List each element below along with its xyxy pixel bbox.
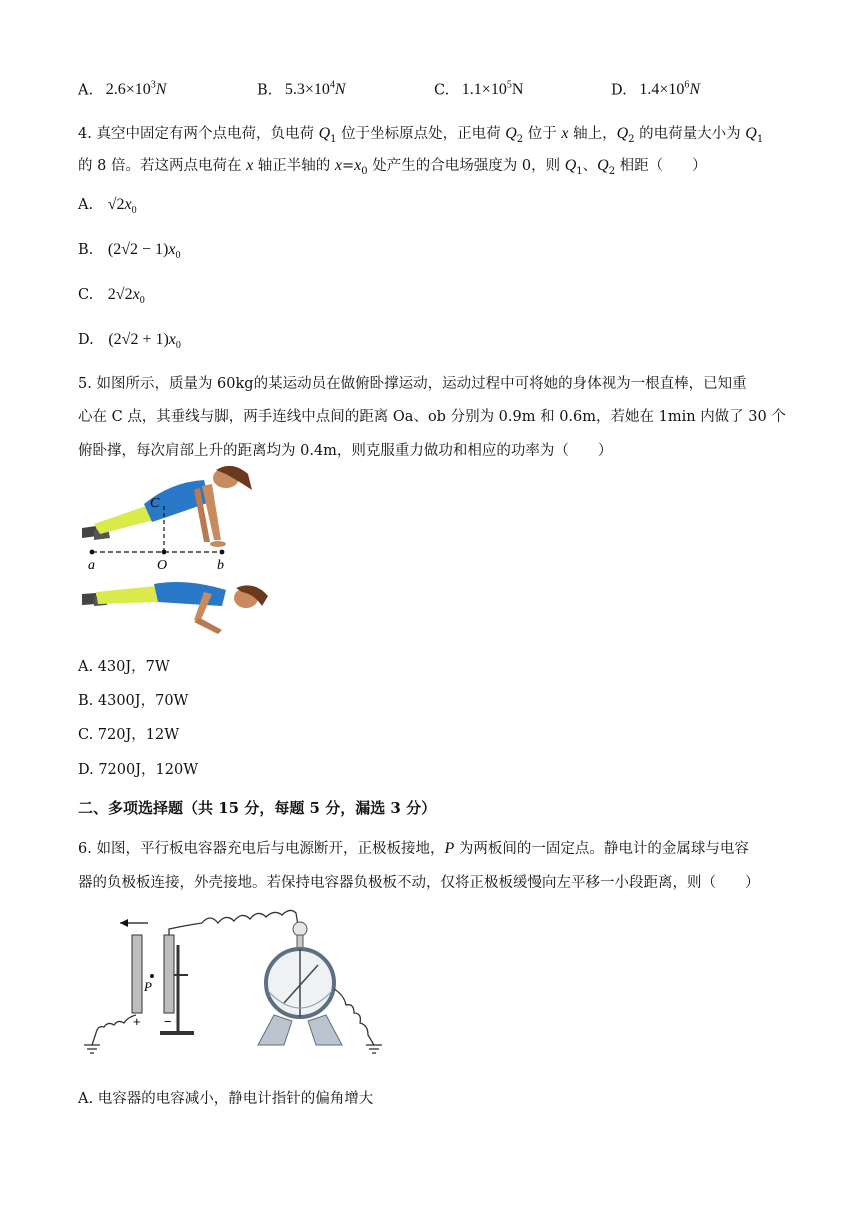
option-value: $(2√2 + 1)x_0$	[108, 331, 181, 352]
athlete-lowered-icon	[82, 582, 268, 634]
q5-option-c[interactable]: C. 720J，12W	[78, 727, 180, 743]
option-letter: D.	[611, 82, 627, 99]
q5-option-d[interactable]: D. 7200J，120W	[78, 762, 199, 778]
point-o	[162, 550, 167, 555]
q5-option-a[interactable]: A. 430J，7W	[78, 659, 170, 675]
option-letter: B.	[257, 82, 273, 99]
option-letter: A.	[78, 82, 94, 99]
section-heading: 二、多项选择题（共 15 分，每题 5 分，漏选 3 分）	[78, 799, 437, 817]
pushup-figure	[76, 462, 276, 647]
point-a	[90, 550, 95, 555]
electrometer-icon	[258, 922, 342, 1045]
option-value: $√2x_0$	[107, 196, 137, 217]
athlete-raised-icon	[82, 466, 252, 547]
q6-stem-line2: 器的负极板连接，外壳接地。若保持电容器负极板不动，仅将正极板缓慢向左平移一小段距离，则（ ）	[78, 875, 760, 891]
point-c-label: C	[150, 496, 160, 511]
point-a-label: a	[88, 558, 95, 573]
option-letter: C.	[434, 82, 450, 99]
q5-stem-line1: 5. 如图所示，质量为 60kg的某运动员在做俯卧撑运动，运动过程中可将她的身体视为一根直棒，已知重	[78, 376, 747, 392]
option-value: $2√2x_0$	[107, 286, 145, 307]
arrow-head-icon	[120, 919, 128, 927]
q3-option-a[interactable]	[78, 80, 166, 99]
q5-stem-line2: 心在 C 点，其垂线与脚，两手连线中点间的距离 Oa、ob 分别为 0.9m 和 0.6m，若她在 1min 内做了 30 个	[78, 409, 786, 425]
q5-stem-line3: 俯卧撑，每次肩部上升的距离均为 0.4m，则克服重力做功和相应的功率为（ ）	[78, 443, 613, 459]
q3-option-d[interactable]	[611, 80, 700, 99]
option-value: $(2√2 - 1)x_0$	[107, 241, 181, 262]
point-b	[220, 550, 225, 555]
q6-stem-line1: 6. 如图，平行板电容器充电后与电源断开，正极板接地，P 为两板间的一固定点。静电计的金属球与电容	[78, 840, 749, 857]
q4-option-b[interactable]	[78, 241, 180, 261]
q4-stem-line1: 4. 真空中固定有两个点电荷，负电荷 $Q_1$ 位于坐标原点处，正电荷 $Q_2$ 位于 x 轴上，$Q_2$ 的电荷量大小为 $Q_1$	[78, 125, 764, 145]
q3-option-c[interactable]	[434, 80, 523, 99]
option-value: $2.6\times 10^3N$	[105, 80, 167, 99]
wire-spring	[169, 910, 298, 935]
positive-plate	[132, 935, 142, 1013]
plus-sign: +	[133, 1014, 141, 1029]
point-o-label: O	[157, 558, 168, 573]
q3-option-b[interactable]	[257, 80, 346, 99]
point-b-label: b	[217, 558, 224, 573]
q4-option-d[interactable]	[78, 331, 181, 351]
q4-stem-line2: 的 8 倍。若这两点电荷在 x 轴正半轴的 $x=x_0$ 处产生的合电场强度为 0，则 $Q_1$、$Q_2$ 相距（ ）	[78, 157, 707, 177]
option-value: $1.1\times 10^5N$	[461, 80, 524, 99]
minus-sign: −	[164, 1014, 172, 1029]
option-letter: A.	[78, 197, 94, 213]
q6-option-a[interactable]: A. 电容器的电容减小，静电计指针的偏角增大	[78, 1091, 374, 1107]
option-letter: D.	[78, 332, 94, 348]
option-value: $1.4\times 10^6N$	[639, 80, 701, 99]
q5-option-b[interactable]: B. 4300J，70W	[78, 693, 189, 709]
q4-option-c[interactable]	[78, 286, 145, 306]
capacitor-figure	[78, 905, 388, 1065]
negative-plate	[164, 935, 174, 1013]
option-value: $5.3\times 10^4N$	[284, 80, 346, 99]
point-p	[150, 974, 154, 978]
q4-option-a[interactable]	[78, 196, 137, 216]
point-p-label: P	[144, 979, 152, 994]
option-letter: C.	[78, 287, 94, 303]
option-letter: B.	[78, 242, 94, 258]
